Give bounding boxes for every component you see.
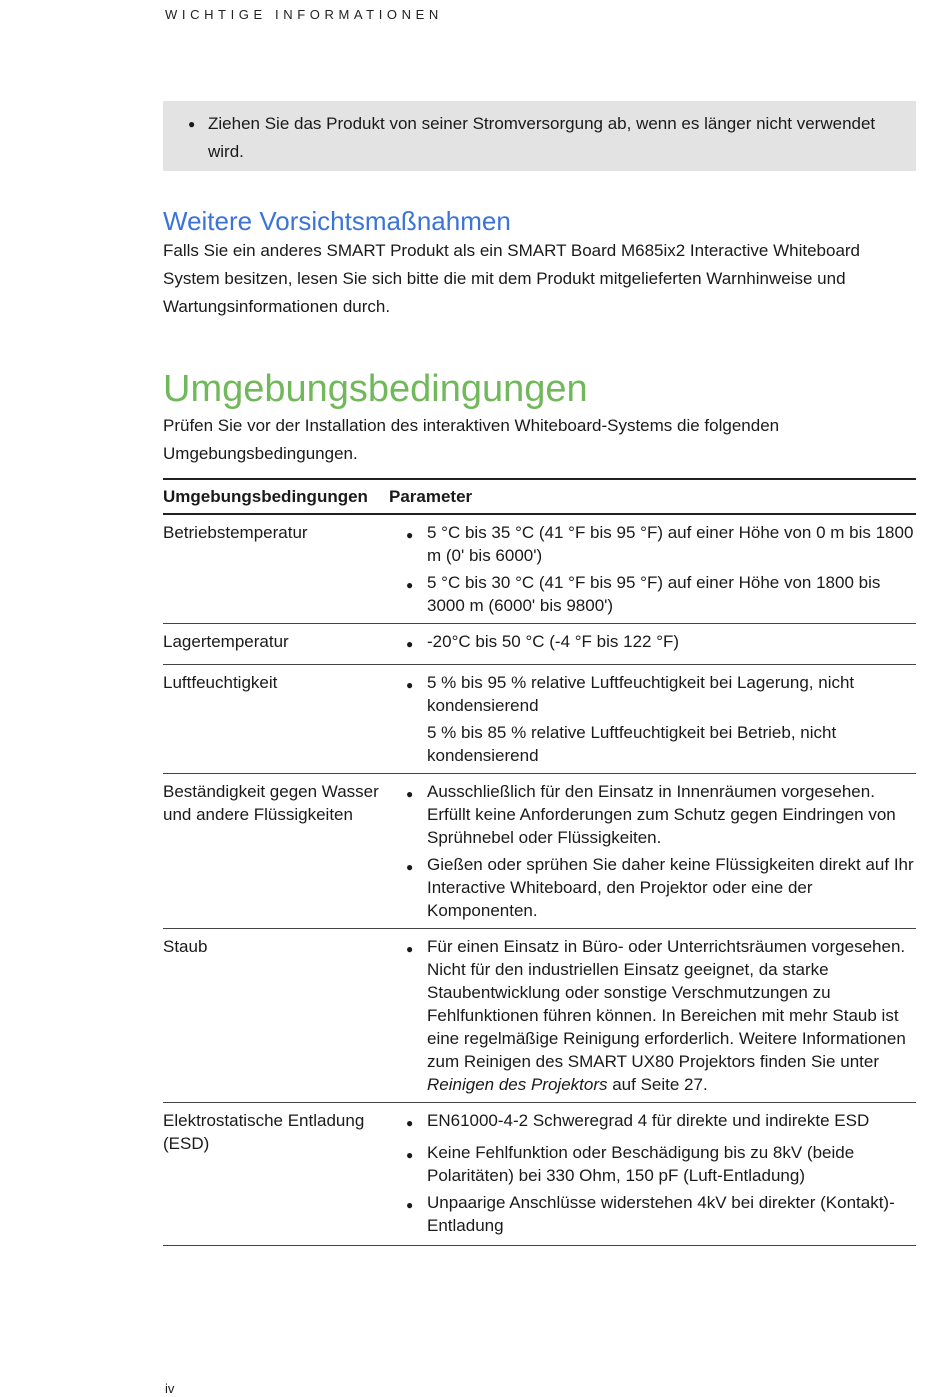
- param-text: 5 °C bis 35 °C (41 °F bis 95 °F) auf einer Höhe von 0 m bis 1800 m (0' bis 6000'): [427, 523, 914, 565]
- environment-title: Umgebungsbedingungen: [163, 368, 588, 410]
- precautions-section: [163, 205, 903, 321]
- row-condition: Beständigkeit gegen Wasser und andere Flüssigkeiten: [163, 782, 379, 824]
- notice-text: Ziehen Sie das Produkt von seiner Stromversorgung ab, wenn es länger nicht verwendet wird.: [208, 114, 876, 161]
- param-text: Gießen oder sprühen Sie daher keine Flüssigkeiten direkt auf Ihr Interactive Whiteboard, den Projektor oder eine der Komponenten.: [427, 855, 914, 920]
- row-condition: Lagertemperatur: [163, 632, 289, 651]
- table-header: [163, 480, 916, 515]
- bullet-icon: ●: [406, 787, 414, 801]
- bullet-icon: ●: [406, 942, 414, 956]
- param-text-with-link: Für einen Einsatz in Büro- oder Unterrichtsräumen vorgesehen. Nicht für den industriellen Einsatz geeignet, da starke Staubentwicklung oder sonstige Verschmutzungen zu Fehlfunktionen führen können. In Bereichen mit mehr Staub ist eine regelmäßige Reinigung erforderlich. Weitere Informationen zum Reinigen des SMART UX80 Projektors finden Sie unter Reinigen des Projektors auf Seite 27.: [427, 937, 906, 1094]
- bullet-icon: ●: [188, 117, 196, 131]
- table-row: [163, 774, 916, 929]
- bullet-icon: ●: [406, 1198, 414, 1212]
- table-row: [163, 624, 916, 665]
- param-text: 5 % bis 85 % relative Luftfeuchtigkeit bei Betrieb, nicht kondensierend: [427, 723, 837, 765]
- page-number: iv: [165, 1381, 175, 1396]
- precautions-title: Weitere Vorsichtsmaßnahmen: [163, 206, 511, 236]
- param-text: Unpaarige Anschlüsse widerstehen 4kV bei direkter (Kontakt)-Entladung: [427, 1193, 895, 1235]
- precautions-text: Falls Sie ein anderes SMART Produkt als ein SMART Board M685ix2 Interactive Whiteboard System besitzen, lesen Sie sich bitte die mit dem Produkt mitgelieferten Warnhinweise und Wartungsinformationen durch.: [163, 241, 861, 316]
- table-row: [163, 515, 916, 624]
- environment-table: [163, 478, 916, 1246]
- table-row: [163, 1103, 916, 1245]
- running-header: WICHTIGE INFORMATIONEN: [165, 7, 443, 22]
- bullet-icon: ●: [406, 1116, 414, 1130]
- row-condition: Elektrostatische Entladung (ESD): [163, 1111, 365, 1153]
- param-text: Ausschließlich für den Einsatz in Innenräumen vorgesehen. Erfüllt keine Anforderungen zum Schutz gegen Eindringen von Sprühnebel oder Flüssigkeiten.: [427, 782, 896, 847]
- bullet-icon: ●: [406, 578, 414, 592]
- bullet-icon: ●: [406, 678, 414, 692]
- param-text: -20°C bis 50 °C (-4 °F bis 122 °F): [427, 632, 680, 651]
- header-parameter: Parameter: [389, 486, 473, 506]
- header-condition: Umgebungsbedingungen: [163, 486, 368, 506]
- table-row: [163, 929, 916, 1103]
- environment-intro: Prüfen Sie vor der Installation des interaktiven Whiteboard-Systems die folgenden Umgebungsbedingungen.: [163, 416, 780, 463]
- table-row: [163, 665, 916, 774]
- bullet-icon: ●: [406, 637, 414, 651]
- param-text: 5 % bis 95 % relative Luftfeuchtigkeit bei Lagerung, nicht kondensierend: [427, 673, 855, 715]
- row-condition: Staub: [163, 937, 208, 956]
- param-text: Keine Fehlfunktion oder Beschädigung bis zu 8kV (beide Polaritäten) bei 330 Ohm, 150 pF (Luft-Entladung): [427, 1143, 855, 1185]
- row-condition: Luftfeuchtigkeit: [163, 673, 278, 692]
- param-text: 5 °C bis 30 °C (41 °F bis 95 °F) auf einer Höhe von 1800 bis 3000 m (6000' bis 9800'): [427, 573, 881, 615]
- cross-reference-link[interactable]: Reinigen des Projektors: [427, 1075, 608, 1094]
- bullet-icon: ●: [406, 1148, 414, 1162]
- row-condition: Betriebstemperatur: [163, 523, 308, 542]
- notice-box: [163, 101, 916, 171]
- bullet-icon: ●: [406, 860, 414, 874]
- param-text: EN61000-4-2 Schweregrad 4 für direkte und indirekte ESD: [427, 1111, 870, 1130]
- bullet-icon: ●: [406, 528, 414, 542]
- environment-section: [163, 366, 916, 468]
- notice-bullet: [188, 110, 896, 166]
